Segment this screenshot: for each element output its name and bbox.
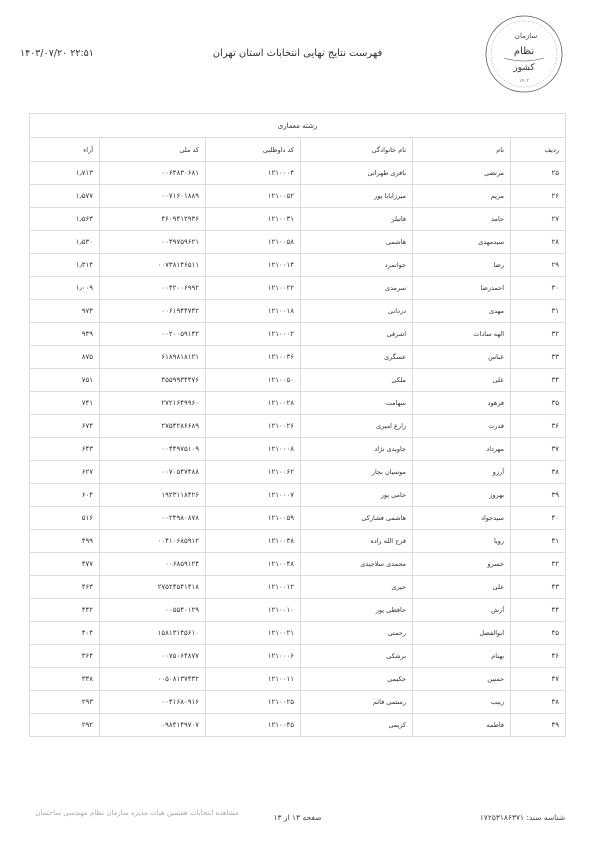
candidate-code-cell: ۱۲۱۰۰۲۸ (206, 392, 301, 415)
candidate-code-cell: ۱۲۱۰۰۰۷ (206, 484, 301, 507)
votes-cell: ۷۵۱ (30, 369, 100, 392)
last-name-cell: فاتیلر (301, 208, 413, 231)
national-code-cell: ۰۰۴۱۰۶۸۵۹۱۲ (100, 530, 206, 553)
table-row (30, 461, 566, 484)
page-number: صفحه ۱۳ از ۱۳ (273, 813, 322, 822)
votes-cell: ۹۴۹ (30, 323, 100, 346)
votes-cell: ۴۷۷ (30, 553, 100, 576)
last-name-cell: رحمتی (301, 622, 413, 645)
row-number-cell: ۴۰ (511, 507, 566, 530)
seal-year: ۱۴۰۳ (519, 79, 529, 84)
last-name-cell: موسیان بجار (301, 461, 413, 484)
national-code-cell: ۶۱۸۹۸۱۸۱۲۱ (100, 346, 206, 369)
first-name-cell: آرزو (413, 461, 511, 484)
last-name-cell: هاشمی فشارکی (301, 507, 413, 530)
section-title: رشته معماری (30, 114, 566, 138)
national-code-cell: ۰۰۷۰۵۴۷۴۸۸ (100, 461, 206, 484)
first-name-cell: مهرداد (413, 438, 511, 461)
row-number-cell: ۲۵ (511, 162, 566, 185)
table-row (30, 714, 566, 737)
candidate-code-cell: ۱۲۱۰۰۰۲ (206, 323, 301, 346)
last-name-cell: برشکی (301, 645, 413, 668)
last-name-cell: ملکی (301, 369, 413, 392)
table-row (30, 162, 566, 185)
votes-cell: ۶۷۴ (30, 415, 100, 438)
candidate-code-cell: ۱۲۱۰۰۱۸ (206, 300, 301, 323)
first-name-cell: مهدی (413, 300, 511, 323)
votes-cell: ۹۷۴ (30, 300, 100, 323)
votes-cell: ۴۴۲ (30, 599, 100, 622)
last-name-cell: حیری (301, 576, 413, 599)
national-code-cell: ۰۰۷۳۸۱۴۶۵۱۱ (100, 254, 206, 277)
row-number-cell: ۴۳ (511, 576, 566, 599)
row-number-cell: ۴۴ (511, 599, 566, 622)
national-code-cell: ۲۷۵۴۲۸۶۶۸۹ (100, 415, 206, 438)
table-row (30, 254, 566, 277)
first-name-cell: زینب (413, 691, 511, 714)
table-row (30, 530, 566, 553)
table-row (30, 346, 566, 369)
last-name-cell: فرج الله زاده (301, 530, 413, 553)
first-name-cell: علی (413, 369, 511, 392)
column-header-row-number: ردیف (511, 138, 566, 162)
row-number-cell: ۳۶ (511, 415, 566, 438)
table-row (30, 392, 566, 415)
row-number-cell: ۳۱ (511, 300, 566, 323)
row-number-cell: ۳۷ (511, 438, 566, 461)
votes-cell: ۲۹۳ (30, 691, 100, 714)
first-name-cell: مرتضی (413, 162, 511, 185)
table-row (30, 645, 566, 668)
candidate-code-cell: ۱۲۱۰۰۵۲ (206, 185, 301, 208)
table-row (30, 323, 566, 346)
results-table (29, 113, 566, 737)
candidate-code-cell: ۱۲۱۰۰۵۰ (206, 369, 301, 392)
last-name-cell: محمدی سلاجیدی (301, 553, 413, 576)
column-header-national-code: کد ملی (100, 138, 206, 162)
row-number-cell: ۴۶ (511, 645, 566, 668)
table-row (30, 622, 566, 645)
national-code-cell: ۰۰۷۱۶۰۱۸۸۹ (100, 185, 206, 208)
row-number-cell: ۲۶ (511, 185, 566, 208)
votes-cell: ۴۰۴ (30, 622, 100, 645)
candidate-code-cell: ۱۲۱۰۰۱۴ (206, 254, 301, 277)
seal-text-middle: نظام (513, 46, 535, 57)
row-number-cell: ۳۲ (511, 323, 566, 346)
votes-cell: ۱٫۵۶۳ (30, 208, 100, 231)
row-number-cell: ۳۰ (511, 277, 566, 300)
national-code-cell: ۰۰۴۲۰۰۶۹۹۲ (100, 277, 206, 300)
table-row (30, 277, 566, 300)
candidate-code-cell: ۱۲۱۰۰۲۶ (206, 415, 301, 438)
column-header-votes: آراء (30, 138, 100, 162)
national-code-cell: ۰۰۵۰۸۱۳۷۴۳۲ (100, 668, 206, 691)
votes-cell: ۱٫۳۱۴ (30, 254, 100, 277)
last-name-cell: جاویدی نژاد (301, 438, 413, 461)
column-header-row (30, 138, 566, 162)
table-row (30, 507, 566, 530)
row-number-cell: ۴۸ (511, 691, 566, 714)
first-name-cell: رویا (413, 530, 511, 553)
votes-cell: ۵۱۶ (30, 507, 100, 530)
results-table-container (29, 113, 565, 737)
table-row (30, 208, 566, 231)
last-name-cell: حافظی پور (301, 599, 413, 622)
last-name-cell: زارع امیری (301, 415, 413, 438)
last-name-cell: میرزابابا پور (301, 185, 413, 208)
first-name-cell: علی (413, 576, 511, 599)
votes-cell: ۱٫۵۷۷ (30, 185, 100, 208)
national-code-cell: ۰۰۶۸۵۹۱۲۴ (100, 553, 206, 576)
last-name-cell: هاشمی (301, 231, 413, 254)
national-code-cell: ۲۷۲۱۶۴۹۹۶۰ (100, 392, 206, 415)
votes-cell: ۲۹۲ (30, 714, 100, 737)
first-name-cell: فاطمه (413, 714, 511, 737)
votes-cell: ۱٫۷۱۳ (30, 162, 100, 185)
candidate-code-cell: ۱۲۱۰۰۳۱ (206, 208, 301, 231)
seal-text-bottom: کشور (513, 63, 535, 73)
candidate-code-cell: ۱۲۱۰۰۵۹ (206, 507, 301, 530)
national-code-cell: ۰۰۴۹۷۵۹۶۲۱ (100, 231, 206, 254)
column-header-last-name: نام خانوادگی (301, 138, 413, 162)
first-name-cell: حسین (413, 668, 511, 691)
last-name-cell: باقری طهرانی (301, 162, 413, 185)
row-number-cell: ۲۷ (511, 208, 566, 231)
candidate-code-cell: ۱۲۱۰۰۰۶ (206, 645, 301, 668)
candidate-code-cell: ۱۲۱۰۰۱۱ (206, 668, 301, 691)
national-code-cell: ۰۰۴۴۹۷۵۱۰۹ (100, 438, 206, 461)
votes-cell: ۶۰۴ (30, 484, 100, 507)
votes-cell: ۷۴۱ (30, 392, 100, 415)
document-id: شناسه سند: ۱۷۲۵۳۱۸۶۳۷۱ (479, 813, 565, 822)
candidate-code-cell: ۱۲۱۰۰۱۰ (206, 599, 301, 622)
first-name-cell: فرهود (413, 392, 511, 415)
votes-cell: ۶۴۳ (30, 438, 100, 461)
votes-cell: ۱٫۰۰۹ (30, 277, 100, 300)
row-number-cell: ۴۵ (511, 622, 566, 645)
row-number-cell: ۳۹ (511, 484, 566, 507)
national-code-cell: ۴۵۵۹۹۳۴۴۷۶ (100, 369, 206, 392)
row-number-cell: ۳۵ (511, 392, 566, 415)
row-number-cell: ۳۸ (511, 461, 566, 484)
row-number-cell: ۲۹ (511, 254, 566, 277)
first-name-cell: ابوالفضل (413, 622, 511, 645)
candidate-code-cell: ۱۲۱۰۰۰۴ (206, 162, 301, 185)
table-row (30, 668, 566, 691)
first-name-cell: بهروز (413, 484, 511, 507)
footer-note: مشاهده انتخابات هفتمین هیات مدیره سازمان نظام مهندسی ساختمان (35, 809, 239, 817)
table-row (30, 691, 566, 714)
votes-cell: ۴۶۳ (30, 576, 100, 599)
first-name-cell: عباس (413, 346, 511, 369)
candidate-code-cell: ۱۲۱۰۰۴۸ (206, 553, 301, 576)
table-row (30, 438, 566, 461)
table-row (30, 553, 566, 576)
last-name-cell: رستمی قائم (301, 691, 413, 714)
candidate-code-cell: ۱۲۱۰۰۶۲ (206, 461, 301, 484)
table-row (30, 300, 566, 323)
national-code-cell: ۰۰۶۱۹۴۴۷۴۲ (100, 300, 206, 323)
candidate-code-cell: ۱۲۱۰۰۳۸ (206, 530, 301, 553)
section-header-row (30, 114, 566, 138)
national-code-cell: ۱۵۸۱۳۱۴۵۶۱۰ (100, 622, 206, 645)
page-title: فهرست نتایج نهایی انتخابات استان تهران (212, 48, 383, 59)
candidate-code-cell: ۱۲۱۰۰۰۸ (206, 438, 301, 461)
table-row (30, 185, 566, 208)
first-name-cell: بهنام (413, 645, 511, 668)
first-name-cell: الهه سادات (413, 323, 511, 346)
column-header-first-name: نام (413, 138, 511, 162)
national-code-cell: ۰۰۶۴۸۳۰۶۸۱ (100, 162, 206, 185)
row-number-cell: ۴۲ (511, 553, 566, 576)
table-row (30, 599, 566, 622)
row-number-cell: ۳۴ (511, 369, 566, 392)
last-name-cell: دردانی (301, 300, 413, 323)
votes-cell: ۴۹۹ (30, 530, 100, 553)
national-code-cell: ۰۰۲۰۰۵۹۱۴۲ (100, 323, 206, 346)
national-code-cell: ۰۰۵۵۴۰۱۲۹ (100, 599, 206, 622)
first-name-cell: احمدرضا (413, 277, 511, 300)
last-name-cell: جوانمرد (301, 254, 413, 277)
first-name-cell: مریم (413, 185, 511, 208)
last-name-cell: سرمدی (301, 277, 413, 300)
first-name-cell: آرش (413, 599, 511, 622)
table-body (30, 162, 566, 737)
row-number-cell: ۲۸ (511, 231, 566, 254)
candidate-code-cell: ۱۲۱۰۰۴۵ (206, 714, 301, 737)
row-number-cell: ۴۹ (511, 714, 566, 737)
candidate-code-cell: ۱۲۱۰۰۱۲ (206, 576, 301, 599)
first-name-cell: رضا (413, 254, 511, 277)
candidate-code-cell: ۱۲۱۰۰۲۱ (206, 622, 301, 645)
row-number-cell: ۴۱ (511, 530, 566, 553)
first-name-cell: خسرو (413, 553, 511, 576)
national-code-cell: ۲۷۵۲۴۵۴۱۴۱۸ (100, 576, 206, 599)
first-name-cell: سیدمهدی (413, 231, 511, 254)
table-row (30, 576, 566, 599)
votes-cell: ۱٫۵۳۰ (30, 231, 100, 254)
seal-text-top: سازمان (514, 32, 538, 40)
national-code-cell: ۰۰۴۱۶۸۰۹۱۶ (100, 691, 206, 714)
last-name-cell: جکیمی (301, 668, 413, 691)
votes-cell: ۸۷۵ (30, 346, 100, 369)
votes-cell: ۳۳۸ (30, 668, 100, 691)
first-name-cell: سیدجواد (413, 507, 511, 530)
table-row (30, 415, 566, 438)
candidate-code-cell: ۱۲۱۰۰۲۵ (206, 691, 301, 714)
row-number-cell: ۳۳ (511, 346, 566, 369)
last-name-cell: سهامت (301, 392, 413, 415)
national-code-cell: ۰۰۲۴۹۸۰۸۷۸ (100, 507, 206, 530)
first-name-cell: قدرت (413, 415, 511, 438)
table-row (30, 369, 566, 392)
last-name-cell: کریمی (301, 714, 413, 737)
document-timestamp: ۱۴۰۳/۰۷/۲۰ ۲۲:۵۱ (20, 48, 94, 59)
national-code-cell: ۰۹۸۴۱۴۹۷۰۷ (100, 714, 206, 737)
candidate-code-cell: ۱۲۱۰۰۳۶ (206, 346, 301, 369)
row-number-cell: ۴۷ (511, 668, 566, 691)
national-code-cell: ۰۰۷۵۰۶۴۸۷۷ (100, 645, 206, 668)
candidate-code-cell: ۱۲۱۰۰۲۲ (206, 277, 301, 300)
national-code-cell: ۱۹۲۳۱۱۸۴۲۶ (100, 484, 206, 507)
national-code-cell: ۴۶۰۹۴۱۲۹۳۶ (100, 208, 206, 231)
last-name-cell: اشرفی (301, 323, 413, 346)
votes-cell: ۶۲۷ (30, 461, 100, 484)
last-name-cell: حامی پور (301, 484, 413, 507)
first-name-cell: حامد (413, 208, 511, 231)
column-header-candidate-code: کد داوطلبی (206, 138, 301, 162)
votes-cell: ۳۶۴ (30, 645, 100, 668)
table-row (30, 231, 566, 254)
table-row (30, 484, 566, 507)
candidate-code-cell: ۱۲۱۰۰۵۸ (206, 231, 301, 254)
last-name-cell: عسگری (301, 346, 413, 369)
